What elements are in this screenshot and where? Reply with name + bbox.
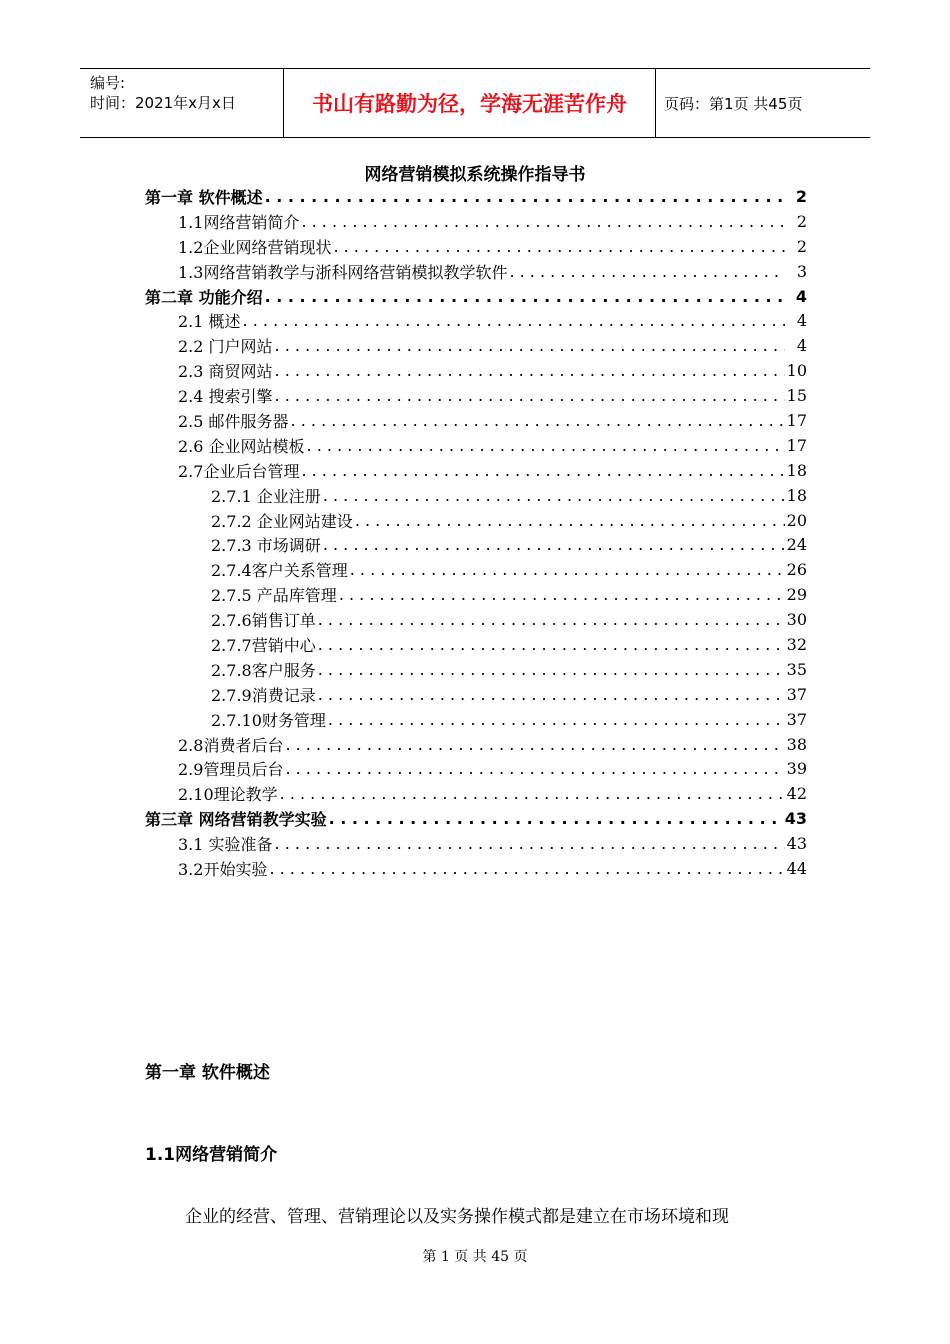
toc-dot-leader xyxy=(329,809,783,828)
toc-entry-page: 10 xyxy=(786,361,807,381)
toc-entry-title: 2.7.2 企业网站建设 xyxy=(211,511,353,531)
toc-entry-page: 18 xyxy=(786,460,807,480)
toc-entry[interactable] xyxy=(145,284,807,309)
toc-dot-leader xyxy=(265,287,785,306)
toc-entry-title: 第二章 功能介绍 xyxy=(145,287,263,307)
toc-entry-page: 38 xyxy=(786,734,807,754)
toc-entry[interactable] xyxy=(145,632,807,657)
toc-entry[interactable] xyxy=(145,408,807,433)
toc-entry-title: 2.7.9消费记录 xyxy=(211,685,316,705)
toc-entry[interactable] xyxy=(145,781,807,806)
toc-entry-page: 17 xyxy=(786,435,807,455)
toc-entry-page: 30 xyxy=(786,610,807,630)
toc-entry-page: 37 xyxy=(786,684,807,704)
toc-entry-title: 2.8消费者后台 xyxy=(178,735,284,755)
toc-entry-title: 第三章 网络营销教学实验 xyxy=(145,810,327,830)
toc-entry[interactable] xyxy=(145,358,807,383)
toc-dot-leader xyxy=(509,262,785,281)
toc-dot-leader xyxy=(307,436,785,455)
toc-dot-leader xyxy=(318,635,785,654)
toc-entry-title: 1.2企业网络营销现状 xyxy=(178,237,332,257)
toc-entry-title: 2.4 搜索引擎 xyxy=(178,387,273,407)
toc-entry[interactable] xyxy=(145,433,807,458)
toc-entry-title: 2.7.7营销中心 xyxy=(211,635,316,655)
toc-dot-leader xyxy=(339,585,785,604)
header-meta xyxy=(80,69,284,137)
toc-entry[interactable] xyxy=(145,308,807,333)
table-of-contents xyxy=(145,184,807,881)
toc-entry-page: 24 xyxy=(786,535,807,555)
toc-dot-leader xyxy=(243,311,785,330)
toc-entry[interactable] xyxy=(145,607,807,632)
toc-entry-page: 44 xyxy=(786,858,807,878)
toc-entry[interactable] xyxy=(145,806,807,831)
toc-entry[interactable] xyxy=(145,333,807,358)
toc-entry-title: 2.6 企业网站模板 xyxy=(178,436,305,456)
time-label: 时间：2021年x月x日 xyxy=(90,94,236,112)
toc-entry-page: 2 xyxy=(795,186,807,206)
toc-entry[interactable] xyxy=(145,756,807,781)
toc-entry-page: 2 xyxy=(796,211,807,231)
toc-entry[interactable] xyxy=(145,458,807,483)
toc-dot-leader xyxy=(265,187,785,206)
toc-entry[interactable] xyxy=(145,508,807,533)
toc-entry[interactable] xyxy=(145,682,807,707)
toc-entry[interactable] xyxy=(145,184,807,209)
toc-entry-title: 2.7.10财务管理 xyxy=(211,710,326,730)
toc-entry-page: 43 xyxy=(786,834,807,854)
toc-dot-leader xyxy=(285,759,784,778)
toc-entry[interactable] xyxy=(145,732,807,757)
toc-entry-page: 43 xyxy=(784,809,807,829)
document-title: 网络营销模拟系统操作指导书 xyxy=(364,165,586,185)
page-footer: 第 1 页 共 45 页 xyxy=(422,1249,528,1265)
toc-dot-leader xyxy=(301,461,784,480)
toc-dot-leader xyxy=(269,859,784,878)
toc-entry-title: 2.7.1 企业注册 xyxy=(211,486,321,506)
toc-dot-leader xyxy=(318,610,785,629)
toc-entry[interactable] xyxy=(145,657,807,682)
toc-entry-title: 2.7企业后台管理 xyxy=(178,461,300,481)
page-header xyxy=(80,68,870,138)
toc-entry-title: 2.7.6销售订单 xyxy=(211,611,316,631)
toc-dot-leader xyxy=(280,784,785,803)
toc-entry-page: 39 xyxy=(786,759,807,779)
toc-entry-page: 26 xyxy=(786,560,807,580)
toc-dot-leader xyxy=(350,560,785,579)
toc-entry-page: 35 xyxy=(786,659,807,679)
toc-entry[interactable] xyxy=(145,532,807,557)
toc-dot-leader xyxy=(275,336,785,355)
toc-entry-title: 2.7.5 产品库管理 xyxy=(211,586,337,606)
toc-entry-page: 20 xyxy=(786,510,807,530)
toc-entry-title: 2.10理论教学 xyxy=(178,785,278,805)
toc-entry[interactable] xyxy=(145,234,807,259)
toc-entry-title: 2.9管理员后台 xyxy=(178,760,284,780)
toc-entry-title: 2.5 邮件服务器 xyxy=(178,411,289,431)
toc-entry-title: 2.3 商贸网站 xyxy=(178,362,273,382)
toc-dot-leader xyxy=(328,710,785,729)
toc-entry[interactable] xyxy=(145,582,807,607)
toc-entry-title: 2.7.8客户服务 xyxy=(211,660,316,680)
toc-dot-leader xyxy=(301,212,785,231)
body-paragraph: 企业的经营、管理、营销理论以及实务操作模式都是建立在市场环境和现 xyxy=(185,1207,729,1227)
toc-entry-page: 29 xyxy=(786,585,807,605)
toc-entry-title: 2.7.4客户关系管理 xyxy=(211,561,348,581)
toc-dot-leader xyxy=(285,735,784,754)
toc-entry-page: 4 xyxy=(795,286,807,306)
toc-dot-leader xyxy=(275,834,785,853)
toc-entry[interactable] xyxy=(145,557,807,582)
toc-entry[interactable] xyxy=(145,209,807,234)
toc-dot-leader xyxy=(291,411,785,430)
toc-entry-page: 17 xyxy=(786,410,807,430)
toc-entry[interactable] xyxy=(145,707,807,732)
toc-dot-leader xyxy=(275,386,785,405)
toc-entry-page: 4 xyxy=(796,336,807,356)
toc-entry-title: 1.3网络营销教学与浙科网络营销模拟教学软件 xyxy=(178,262,508,282)
toc-dot-leader xyxy=(323,486,785,505)
toc-dot-leader xyxy=(333,237,785,256)
toc-entry[interactable] xyxy=(145,259,807,284)
toc-entry-page: 3 xyxy=(796,261,807,281)
chapter-heading: 第一章 软件概述 xyxy=(145,1063,270,1083)
toc-entry-title: 3.2开始实验 xyxy=(178,859,268,879)
toc-entry-title: 2.2 门户网站 xyxy=(178,337,273,357)
toc-entry-page: 2 xyxy=(796,236,807,256)
toc-entry-page: 37 xyxy=(786,709,807,729)
toc-entry-page: 18 xyxy=(786,485,807,505)
toc-entry[interactable] xyxy=(145,483,807,508)
toc-entry-title: 第一章 软件概述 xyxy=(145,187,263,207)
section-heading: 1.1网络营销简介 xyxy=(145,1145,278,1165)
number-label: 编号: xyxy=(90,74,126,92)
toc-dot-leader xyxy=(323,535,785,554)
toc-dot-leader xyxy=(275,361,785,380)
toc-entry-title: 1.1网络营销简介 xyxy=(178,212,300,232)
toc-dot-leader xyxy=(318,660,785,679)
toc-entry-page: 32 xyxy=(786,634,807,654)
toc-entry-page: 15 xyxy=(786,386,807,406)
toc-entry-title: 2.1 概述 xyxy=(178,312,241,332)
header-page-info: 页码：第1页 共45页 xyxy=(664,94,803,113)
toc-entry[interactable] xyxy=(145,856,807,881)
toc-dot-leader xyxy=(318,685,785,704)
header-motto: 书山有路勤为径，学海无涯苦作舟 xyxy=(284,69,656,137)
toc-entry-title: 2.7.3 市场调研 xyxy=(211,536,321,556)
toc-dot-leader xyxy=(355,511,785,530)
toc-entry-page: 4 xyxy=(796,311,807,331)
toc-entry[interactable] xyxy=(145,831,807,856)
toc-entry-page: 42 xyxy=(786,784,807,804)
toc-entry[interactable] xyxy=(145,383,807,408)
toc-entry-title: 3.1 实验准备 xyxy=(178,835,273,855)
